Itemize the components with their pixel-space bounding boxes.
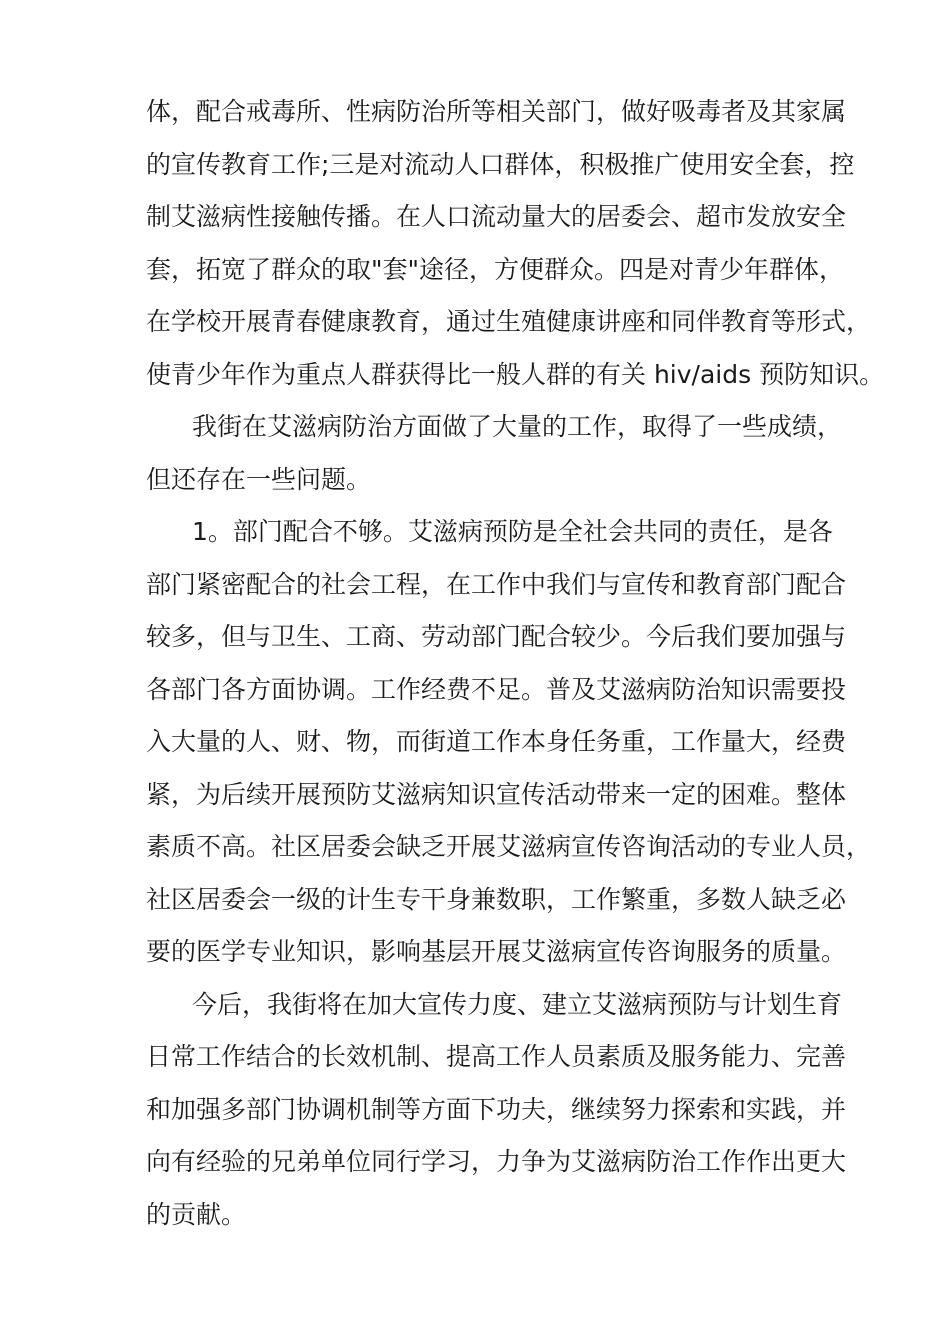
text-line: 使青少年作为重点人群获得比一般人群的有关 hiv/aids 预防知识。 bbox=[146, 359, 885, 389]
paragraph-1 bbox=[146, 86, 885, 401]
paragraph-4 bbox=[146, 979, 847, 1242]
text-line: 我街在艾滋病防治方面做了大量的工作，取得了一些成绩， bbox=[192, 412, 843, 441]
text-line: 在学校开展青春健康教育，通过生殖健康讲座和同伴教育等形式， bbox=[146, 307, 872, 336]
text-line: 紧，为后续开展预防艾滋病知识宣传活动带来一定的困难。整体 bbox=[146, 779, 847, 809]
text-line: 制艾滋病性接触传播。在人口流动量大的居委会、超市发放安全 bbox=[146, 202, 847, 231]
text-line: 但还存在一些问题。 bbox=[146, 464, 372, 494]
text-line: 套，拓宽了群众的取"套"途径，方便群众。四是对青少年群体， bbox=[146, 254, 845, 284]
text-line: 的宣传教育工作;三是对流动人口群体，积极推广使用安全套，控 bbox=[146, 149, 855, 179]
text-line: 社区居委会一级的计生专干身兼数职，工作繁重，多数人缺乏必 bbox=[146, 884, 847, 914]
text-line: 各部门各方面协调。工作经费不足。普及艾滋病防治知识需要投 bbox=[146, 674, 847, 704]
text-line: 向有经验的兄弟单位同行学习，力争为艾滋病防治工作作出更大 bbox=[146, 1147, 847, 1176]
document-body bbox=[146, 86, 885, 1241]
text-line: 要的医学专业知识，影响基层开展艾滋病宣传咨询服务的质量。 bbox=[146, 937, 847, 966]
text-line: 素质不高。社区居委会缺乏开展艾滋病宣传咨询活动的专业人员， bbox=[146, 832, 872, 861]
text-line: 1。部门配合不够。艾滋病预防是全社会共同的责任，是各 bbox=[192, 517, 833, 546]
text-line: 日常工作结合的长效机制、提高工作人员素质及服务能力、完善 bbox=[146, 1042, 847, 1071]
text-line: 和加强多部门协调机制等方面下功夫，继续努力探索和实践，并 bbox=[146, 1094, 847, 1124]
text-line: 部门紧密配合的社会工程，在工作中我们与宣传和教育部门配合 bbox=[146, 569, 847, 599]
text-line: 的贡献。 bbox=[146, 1199, 247, 1229]
text-line: 较多，但与卫生、工商、劳动部门配合较少。今后我们要加强与 bbox=[146, 622, 847, 651]
text-line: 体，配合戒毒所、性病防治所等相关部门，做好吸毒者及其家属 bbox=[146, 97, 847, 126]
paragraph-2 bbox=[146, 401, 843, 506]
paragraph-3 bbox=[146, 506, 872, 979]
text-line: 入大量的人、财、物，而街道工作本身任务重，工作量大，经费 bbox=[146, 727, 847, 756]
text-line: 今后，我街将在加大宣传力度、建立艾滋病预防与计划生育 bbox=[192, 989, 843, 1019]
